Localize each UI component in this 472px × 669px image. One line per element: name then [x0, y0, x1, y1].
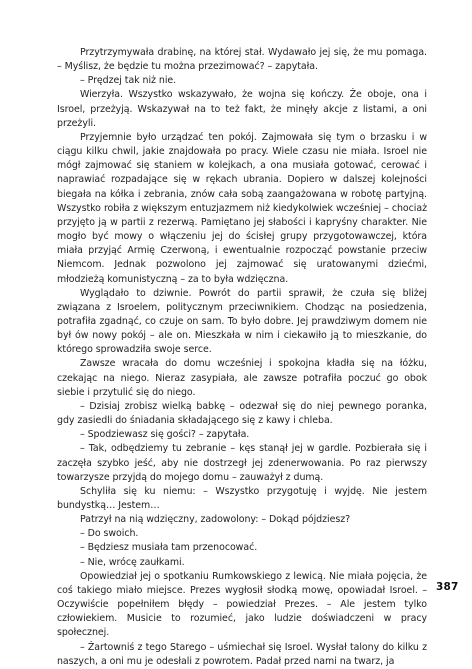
- paragraph: – Dzisiaj zrobisz wielką babkę – odezwał się do niej pewnego poranka, gdy zasiedli do śniadania składającego się z kawy i chleba.: [57, 400, 427, 427]
- page-number: 387: [436, 581, 459, 593]
- paragraph: – Nie, wrócę zaułkami.: [80, 556, 185, 568]
- paragraph: Wyglądało to dziwnie. Powrót do partii sprawił, że czuła się bliżej związana z Isroelem, politycznym przeciwnikiem. Chodząc na posiedzenia, potrafiła zgadnąć, co czuje on sam. To było dobre. Jej prawdziwym domem nie był ów nowy pokój – ale on. Mieszkała w nim i ciekawiło ją to mieszkanie, do którego sprowadziła swoje serce.: [57, 287, 427, 356]
- paragraph: Przyjemnie było urządzać ten pokój. Zajmowała się tym o brzasku i w ciągu kilku chwil, jakie znajdowała po pracy. Wiele czasu nie miała. Isroel nie mógł zajmować się staniem w kolejkach, a ona musiała gotować, cerować i naprawiać rozpadające się w rękach ubrania. Dopiero w dalszej kolejności biegała na kółka i zebrania, znów cała sobą zaangażowana w robotę partyjną. Wszystko robiła z większym entuzjazmem niż kiedykolwiek wcześniej – chociaż przyjęto ją w partii z rezerwą. Pamiętano jej słabości i kapryśny charakter. Nie mogło być mowy o włączeniu jej do ścisłej grupy przygotowawczej, która miała przyjąć Armię Czerwoną, i ewentualnie rozpocząć powstanie przeciw Niemcom. Jednak pozwolono jej zajmować się uratowanymi dziećmi, młodzieżą komunistyczną – za to była wdzięczna.: [57, 131, 427, 285]
- paragraph: – Spodziewasz się gości? – zapytała.: [80, 429, 250, 441]
- paragraph: – Żartowniś z tego Starego – uśmiechał się Isroel. Wysłał talony do kilku z naszych, a oni mu je odesłali z powrotem. Padał przed nami na twarz, ja: [57, 641, 427, 667]
- paragraph: Patrzył na nią wdzięczny, zadowolony: – Dokąd pójdziesz?: [80, 514, 351, 526]
- paragraph: Przytrzymywała drabinę, na której stał. Wydawało jej się, że mu pomaga. – Myślisz, że będzie tu można przezimować? – zapytała.: [57, 47, 427, 73]
- paragraph: Zawsze wracała do domu wcześniej i spokojna kładła się na łóżku, czekając na niego. Nieraz zasypiała, ale zawsze potrafiła poczuć go obok siebie i przytulić się do niego.: [57, 358, 427, 398]
- paragraph: – Tak, odbędziemy tu zebranie – kęs stanął jej w gardle. Pozbierała się i zaczęła szybko jeść, aby nie dostrzegł jej zdenerwowania. Po raz pierwszy towarzysze przyjdą do mojego domu – zauważył z dumą.: [57, 443, 427, 483]
- paragraph: – Prędzej tak niż nie.: [80, 75, 177, 87]
- paragraph: Schyliła się ku niemu: – Wszystko przygotuję i wyjdę. Nie jestem bundystką… Jestem…: [57, 485, 427, 511]
- page-body: [57, 46, 427, 669]
- paragraph: – Będziesz musiała tam przenocować.: [80, 542, 258, 554]
- paragraph: Opowiedział jej o spotkaniu Rumkowskiego z lewicą. Nie miała pojęcia, że coś takiego miało miejsce. Prezes wygłosił słodką mowę, opowiadał Isroel. – Oczywiście popełniłem błędy – powiedział Prezes. – Ale jestem tylko człowiekiem. Musicie to rozumieć, jako ludzie doświadczeni w pracy społecznej.: [57, 570, 427, 639]
- paragraph: Wierzyła. Wszystko wskazywało, że wojna się kończy. Że oboje, ona i Isroel, przeżyją. Wskazywał na to też fakt, że minęły akcje z listami, a oni przeżyli.: [57, 89, 427, 129]
- paragraph: – Do swoich.: [80, 528, 139, 540]
